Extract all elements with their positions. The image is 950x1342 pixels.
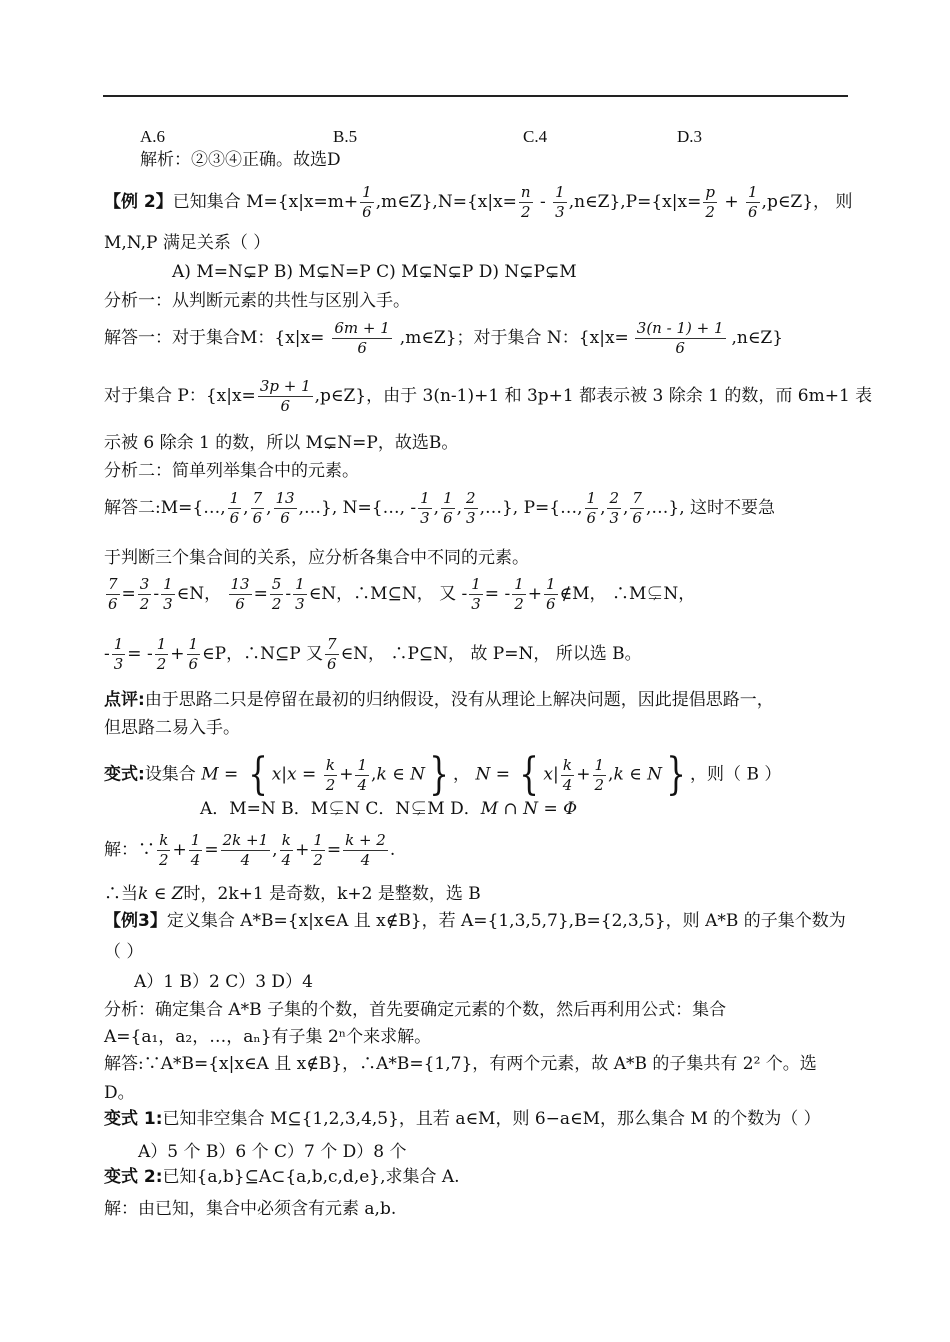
example3-line2: （ ） [104,942,144,962]
fraction: $\frac{1}{3}$ [471,575,481,613]
fraction: $\frac{2k +1}{4}$ [222,831,269,869]
fraction: $\frac{1}{3}$ [163,575,173,613]
example3-analysis: 分析：确定集合 A*B 子集的个数，首先要确定元素的个数，然后再利用公式：集合 [104,1000,727,1020]
fraction: $\frac{2}{3}$ [609,489,620,527]
fraction: $\frac{1}{4}$ [190,831,201,869]
example3-line1: 【例3】定义集合 A*B={x|x∈A 且 x∉B}，若 A={1,3,5,7},B={2,3,5}，则 A*B 的子集个数为 [104,911,846,931]
example2-line2: M,N,P 满足关系（ ） [104,233,271,253]
fraction: $\frac{1}{2}$ [313,831,323,869]
header-rule [103,95,848,97]
fraction: $\frac{1}{6}$ [188,635,199,673]
solution2-line2: 于判断三个集合间的关系，应分析各集合中不同的元素。 [104,548,529,568]
solution1-line2: 对于集合 P：{x|x= $\frac{3p + 1}{6}$ ,p∈Z}，由于 3(n-1)+1 和 3p+1 都表示被 3 除余 1 的数，而 6m+1 表 [104,377,873,415]
fraction: $\frac{7}{6}$ [252,489,263,527]
example3-options: A）1 B）2 C）3 D）4 [134,972,313,992]
fraction: $\frac{n}{2}$ [520,183,531,221]
solution2-line3: $\frac{7}{6}$ = $\frac{3}{2}$ - $\frac{1}{3}$ ∈N， $\frac{13}{6}$ = $\frac{5}{2}$ - $\frac{1}{3}$ ∈N，∴M⊆N， 又 - $\frac{1}{3}$ = - $\frac{1}{2}$ + $\frac{1}{6}$ ∉M， ∴M⊊N， [108,575,696,613]
fraction: $\frac{13}{6}$ [230,575,250,613]
fraction: $\frac{1}{6}$ [748,183,758,221]
example3-solution: 解答:∵A*B={x|x∈A 且 x∉B}，∴A*B={1,7}，有两个元素，故 A*B 的子集共有 2² 个。选 [104,1054,817,1074]
fraction: $\frac{7}{6}$ [108,575,118,613]
variant2-line1: 变式 2:已知{a,b}⊆A⊂{a,b,c,d,e},求集合 A. [104,1167,460,1187]
solution2-line4: - $\frac{1}{3}$ = - $\frac{1}{2}$ + $\frac{1}{6}$ ∈P，∴N⊆P 又 $\frac{7}{6}$ ∈N， ∴P⊆N， 故 P=N， 所以选 B。 [104,635,642,673]
fraction: $\frac{5}{2}$ [271,575,282,613]
solution1-line1: 解答一：对于集合M：{x|x= $\frac{6m + 1}{6}$ ,m∈Z}；对于集合 N：{x|x= $\frac{3(n - 1) + 1}{6}$ ,n∈Z} [104,319,784,357]
variant1-label: 变式 1: [104,1109,163,1129]
example2-line1: 【例 2】已知集合 M={x|x=m+ $\frac{1}{6}$ ,m∈Z},N={x|x= $\frac{n}{2}$ - $\frac{1}{3}$ ,n∈Z},P={x|x= $\frac{p}{2}$ + $\frac{1}{6}$ ,p∈Z}， 则 [104,183,853,221]
fraction: $\frac{k}{2}$ [159,831,169,869]
variant1-options: A）5 个 B）6 个 C）7 个 D）8 个 [138,1142,407,1162]
comment-label: 点评: [104,690,145,710]
fraction: $\frac{2}{3}$ [466,489,476,527]
fraction: $\frac{1}{6}$ [229,489,240,527]
fraction: $\frac{7}{6}$ [327,635,337,673]
fraction: $\frac{1}{3}$ [420,489,430,527]
fraction: $\frac{1}{4}$ [357,755,368,794]
analysis2: 分析二：简单列举集合中的元素。 [104,461,359,481]
analysis1: 分析一：从判断元素的共性与区别入手。 [104,291,410,311]
fraction: $\frac{1}{6}$ [443,489,453,527]
solution2-line1: 解答二:M={…, $\frac{1}{6}$ , $\frac{7}{6}$ , $\frac{13}{6}$ ,…}, N={…, - $\frac{1}{3}$ , $\frac{1}{6}$ , $\frac{2}{3}$ ,…}, P={…, $\frac{1}{6}$ , $\frac{2}{3}$ , $\frac{7}{6}$ ,…}, 这时不要急 [104,489,775,527]
fraction: $\frac{3(n - 1) + 1}{6}$ [636,319,724,357]
choice-d: D.3 [677,127,703,146]
fraction: $\frac{k + 2}{4}$ [345,831,386,869]
variant0-solution-line2: ∴当k ∈ Z时，2k+1 是奇数，k+2 是整数，选 B [104,884,481,904]
fraction: $\frac{3}{2}$ [139,575,150,613]
variant0-solution: 解：∵ $\frac{k}{2}$ + $\frac{1}{4}$ = $\frac{2k +1}{4}$ , $\frac{k}{4}$ + $\frac{1}{2}$ = $\frac{k + 2}{4}$ . [104,831,396,869]
fraction: $\frac{1}{2}$ [156,635,167,673]
variant-label: 变式: [104,764,145,785]
fraction: $\frac{1}{3}$ [295,575,305,613]
fraction: $\frac{6m + 1}{6}$ [334,319,390,357]
example3-solution2: D。 [104,1083,135,1103]
example3-analysis2: A={a₁，a₂，…，aₙ}有子集 2ⁿ个来求解。 [104,1027,432,1047]
example3-tag: 【例3】 [104,911,167,931]
variant0-line1: 变式:设集合 M = { x|x = $\frac{k}{2}$ + $\frac{1}{4}$ ,k ∈ N} ， N = { x| $\frac{k}{4}$ + $\frac{1}{2}$ ,k ∈ N} ，则（ B ） [104,749,782,800]
example2-options: A) M=N⊊P B) M⊊N=P C) M⊊N⊊P D) N⊊P⊊M [172,262,577,282]
fraction: $\frac{k}{4}$ [562,755,573,794]
fraction: $\frac{1}{6}$ [362,183,372,221]
fraction: $\frac{1}{2}$ [594,755,605,794]
choice-c: C.4 [523,127,548,146]
fraction: $\frac{13}{6}$ [275,489,295,527]
fraction: $\frac{1}{6}$ [546,575,556,613]
fraction: $\frac{k}{2}$ [325,755,336,794]
choice-a: A.6 [140,127,166,146]
solution1-line3: 示被 6 除余 1 的数，所以 M⊊N=P，故选B。 [104,433,459,453]
example2-tag: 【例 2】 [104,192,173,212]
choice-b: B.5 [333,127,358,146]
variant2-label: 变式 2: [104,1167,163,1187]
fraction: $\frac{k}{4}$ [281,831,292,869]
variant0-options: A．M=N B．M⊊N C．N⊊M D．M ∩ N = Φ [200,799,578,819]
jiexi-line: 解析：②③④正确。故选D [140,150,341,170]
comment-line1: 点评:由于思路二只是停留在最初的归纳假设，没有从理论上解决问题，因此提倡思路一， [104,690,774,710]
fraction: $\frac{3p + 1}{6}$ [259,377,311,415]
fraction: $\frac{1}{2}$ [514,575,524,613]
final-line: 解：由已知，集合中必须含有元素 a,b. [104,1199,397,1219]
fraction: $\frac{7}{6}$ [632,489,642,527]
comment-line2: 但思路二易入手。 [104,718,240,738]
fraction: $\frac{1}{6}$ [586,489,597,527]
fraction: $\frac{1}{3}$ [113,635,124,673]
fraction: $\frac{1}{3}$ [555,183,565,221]
fraction: $\frac{p}{2}$ [705,183,715,221]
variant1-line1: 变式 1:已知非空集合 M⊆{1,2,3,4,5}，且若 a∈M，则 6−a∈M，那么集合 M 的个数为（ ） [104,1109,821,1129]
